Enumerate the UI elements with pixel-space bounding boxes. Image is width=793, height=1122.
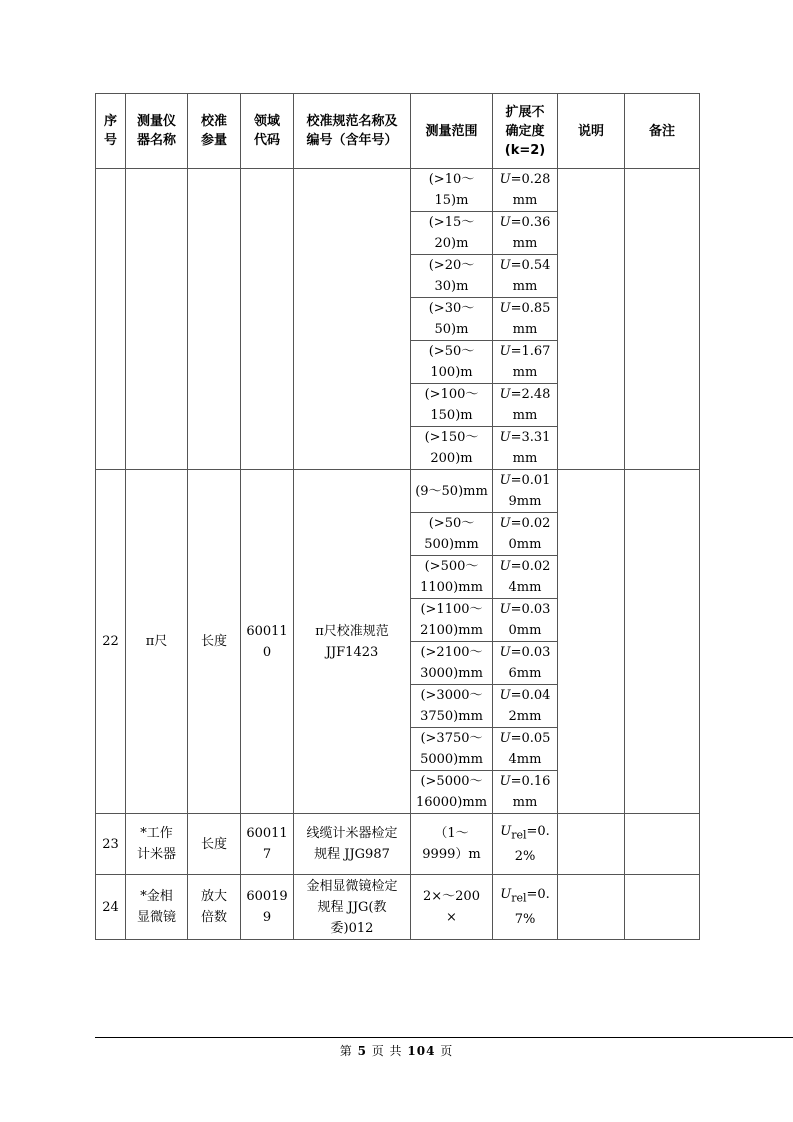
table-row: [96, 814, 700, 875]
range-cell: （1～ 9999）m: [411, 814, 493, 875]
header-param: 校准 参量: [188, 94, 241, 169]
range-cell: (>3000～ 3750)mm: [411, 685, 493, 728]
uncertainty-cell: $U_{rel}=0$. 2%: [493, 814, 558, 875]
uncertainty-cell: U=0.03 6mm: [493, 642, 558, 685]
range-cell: (>2100～ 3000)mm: [411, 642, 493, 685]
header-remark: 备注: [625, 94, 700, 169]
uncertainty-cell: U=0.05 4mm: [493, 728, 558, 771]
cell-remark: [625, 470, 700, 814]
cell-spec: 线缆计米器检定 规程 JJG987: [294, 814, 411, 875]
uncertainty-cell: U=0.36 mm: [493, 212, 558, 255]
range-cell: (>150～ 200)m: [411, 427, 493, 470]
uncertainty-cell: U=3.31 mm: [493, 427, 558, 470]
cell-no: 23: [96, 814, 126, 875]
header-note: 说明: [558, 94, 625, 169]
footer-middle: 页 共: [366, 1044, 408, 1058]
uncertainty-cell: U=0.85 mm: [493, 298, 558, 341]
uncertainty-cell: U=0.02 0mm: [493, 513, 558, 556]
cell-remark: [625, 875, 700, 940]
uncertainty-cell: U=0.16 mm: [493, 771, 558, 814]
cell-spec-cont: [294, 169, 411, 470]
calibration-table: [95, 93, 700, 940]
header-uncertainty: 扩展不 确定度 (k=2): [493, 94, 558, 169]
cell-no: 22: [96, 470, 126, 814]
cell-note: [558, 814, 625, 875]
table-row: [96, 470, 700, 513]
page-footer: [0, 1042, 793, 1059]
cell-note: [558, 470, 625, 814]
uncertainty-cell: U=0.02 4mm: [493, 556, 558, 599]
header-row: [96, 94, 700, 169]
range-cell: (>3750～ 5000)mm: [411, 728, 493, 771]
cell-param: 长度: [188, 470, 241, 814]
uncertainty-cell: U=0.03 0mm: [493, 599, 558, 642]
table-row: [96, 875, 700, 940]
cell-instrument: *工作 计米器: [126, 814, 188, 875]
cell-param: 放大 倍数: [188, 875, 241, 940]
cell-instrument: *金相 显微镜: [126, 875, 188, 940]
range-cell: (>20～ 30)m: [411, 255, 493, 298]
range-cell: (>1100～ 2100)mm: [411, 599, 493, 642]
cell-instrument-cont: [126, 169, 188, 470]
cell-code: 60011 0: [241, 470, 294, 814]
cell-no-cont: [96, 169, 126, 470]
footer-prefix: 第: [339, 1044, 358, 1058]
cell-param-cont: [188, 169, 241, 470]
range-cell: 2×～200 ×: [411, 875, 493, 940]
cell-param: 长度: [188, 814, 241, 875]
page-total: 104: [407, 1044, 436, 1058]
cell-note: [558, 875, 625, 940]
cell-instrument: π尺: [126, 470, 188, 814]
uncertainty-cell: $U_{rel}=0$. 7%: [493, 875, 558, 940]
cell-remark: [625, 814, 700, 875]
uncertainty-cell: U=0.28 mm: [493, 169, 558, 212]
header-code: 领域 代码: [241, 94, 294, 169]
cell-code-cont: [241, 169, 294, 470]
range-cell: (>30～ 50)m: [411, 298, 493, 341]
uncertainty-cell: U=0.04 2mm: [493, 685, 558, 728]
range-cell: (9～50)mm: [411, 470, 493, 513]
cell-spec: π尺校准规范 JJF1423: [294, 470, 411, 814]
footer-suffix: 页: [435, 1044, 454, 1058]
range-cell: (>5000～ 16000)mm: [411, 771, 493, 814]
uncertainty-cell: U=2.48 mm: [493, 384, 558, 427]
uncertainty-cell: U=0.54 mm: [493, 255, 558, 298]
range-cell: (>15～ 20)m: [411, 212, 493, 255]
cell-spec: 金相显微镜检定 规程 JJG(教 委)012: [294, 875, 411, 940]
range-cell: (>50～ 100)m: [411, 341, 493, 384]
cell-code: 60019 9: [241, 875, 294, 940]
table-row: [96, 169, 700, 212]
header-instrument: 测量仪 器名称: [126, 94, 188, 169]
footer-rule: [131, 1037, 793, 1038]
header-no: 序 号: [96, 94, 126, 169]
footer-rule-left: [95, 1037, 131, 1038]
header-range: 测量范围: [411, 94, 493, 169]
cell-code: 60011 7: [241, 814, 294, 875]
page-number: 5: [357, 1044, 367, 1058]
header-spec: 校准规范名称及 编号（含年号）: [294, 94, 411, 169]
range-cell: (>50～ 500)mm: [411, 513, 493, 556]
cell-no: 24: [96, 875, 126, 940]
range-cell: (>10～ 15)m: [411, 169, 493, 212]
uncertainty-cell: U=0.01 9mm: [493, 470, 558, 513]
cell-remark-cont: [625, 169, 700, 470]
cell-note-cont: [558, 169, 625, 470]
uncertainty-cell: U=1.67 mm: [493, 341, 558, 384]
range-cell: (>500～ 1100)mm: [411, 556, 493, 599]
range-cell: (>100～ 150)m: [411, 384, 493, 427]
